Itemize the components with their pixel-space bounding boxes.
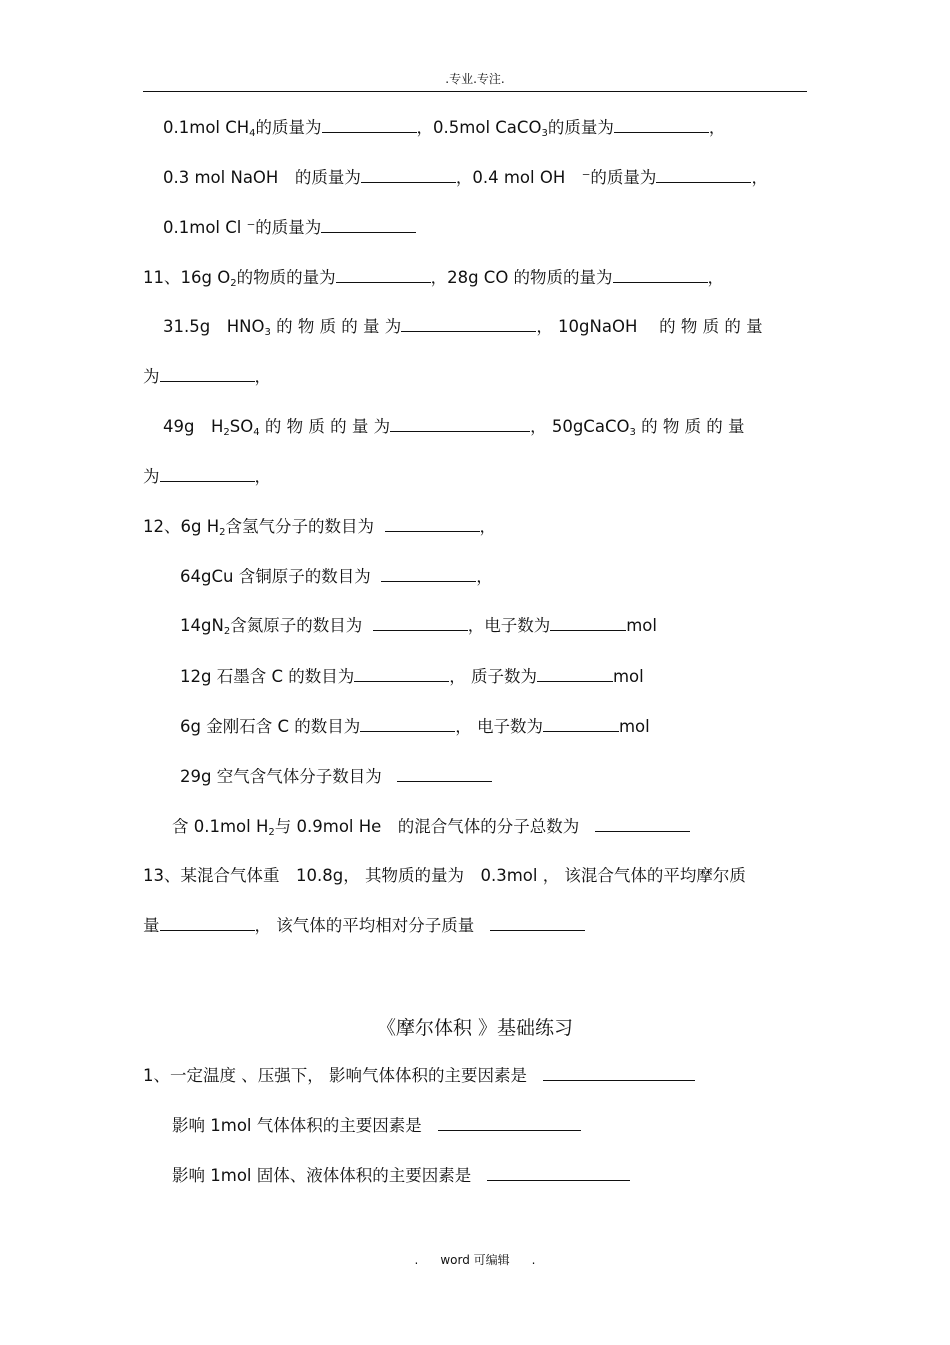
text: ，28g CO 的物质的量为: [430, 268, 613, 287]
question-12-line-6: [180, 766, 492, 788]
question-11-line-1: [143, 267, 724, 295]
page-header: .专业.专注.: [445, 72, 505, 86]
answer-blank[interactable]: [595, 817, 690, 832]
answer-blank[interactable]: [614, 118, 709, 133]
page-footer: [0, 1251, 950, 1268]
text: ，: [707, 268, 725, 287]
volume-question-3: [172, 1165, 630, 1187]
text: 29g 空气含气体分子数目为: [180, 767, 382, 786]
volume-question-1: [143, 1065, 695, 1087]
text: ，: [708, 118, 726, 137]
footer-dot: .: [531, 1253, 536, 1267]
question-12-line-7: [172, 816, 690, 844]
text: ，0.5mol CaCO: [416, 118, 542, 137]
question-12-line-4: [180, 666, 644, 688]
volume-question-2: [172, 1115, 581, 1137]
answer-blank[interactable]: [543, 1066, 695, 1081]
footer-text: word 可编辑: [440, 1253, 510, 1267]
answer-blank[interactable]: [321, 218, 416, 233]
text: ， 50gCaCO: [530, 417, 630, 436]
text: 49g H: [163, 417, 224, 436]
footer-dot: .: [414, 1253, 419, 1267]
text: 的 物 质 的 量: [635, 417, 745, 436]
text: 的 物 质 的 量 为: [259, 417, 391, 436]
answer-blank[interactable]: [397, 767, 492, 782]
answer-blank[interactable]: [361, 168, 456, 183]
text: 0.1mol Cl ⁻的质量为: [163, 218, 322, 237]
text: ，0.4 mol OH ⁻的质量为: [455, 168, 657, 187]
subscript: 2: [219, 527, 226, 538]
subscript: 2: [230, 278, 237, 289]
text: 31.5g HNO: [163, 317, 265, 336]
question-12-line-2: [180, 566, 493, 588]
text: 含 0.1mol H: [172, 817, 269, 836]
header-rule: [143, 91, 807, 92]
mass-line-1: [163, 117, 725, 145]
text: ，: [479, 517, 496, 536]
text: 含氢气分子的数目为: [225, 517, 374, 536]
text: 12g 石墨含 C 的数目为: [180, 667, 355, 686]
text: ，: [476, 567, 493, 586]
question-13-line-1: [143, 865, 746, 887]
answer-blank[interactable]: [160, 916, 255, 931]
text: ，: [751, 168, 768, 187]
question-11-line-3: [143, 366, 271, 388]
text: 与 0.9mol He 的混合气体的分子总数为: [274, 817, 580, 836]
answer-blank[interactable]: [373, 616, 468, 631]
answer-blank[interactable]: [360, 717, 455, 732]
answer-blank[interactable]: [490, 916, 585, 931]
answer-blank[interactable]: [354, 667, 449, 682]
text: 的 物 质 的 量 为: [270, 317, 402, 336]
answer-blank[interactable]: [537, 667, 613, 682]
subscript: 2: [223, 626, 231, 637]
text: 64gCu 含铜原子的数目为: [180, 567, 371, 586]
answer-blank[interactable]: [487, 1166, 630, 1181]
text: ，电子数为: [467, 616, 551, 635]
text: mol: [612, 667, 644, 686]
answer-blank[interactable]: [438, 1116, 581, 1131]
answer-blank[interactable]: [613, 268, 708, 283]
subscript: 4: [249, 128, 256, 139]
question-12-line-1: [143, 516, 496, 544]
text: 13、某混合气体重 10.8g， 其物质的量为 0.3mol ， 该混合气体的平均摩尔质: [143, 866, 746, 885]
text: SO: [229, 417, 254, 436]
text: ，: [254, 367, 271, 386]
answer-blank[interactable]: [336, 268, 431, 283]
subscript: 2: [223, 427, 230, 438]
text: mol: [626, 616, 657, 635]
answer-blank[interactable]: [543, 717, 619, 732]
answer-blank[interactable]: [656, 168, 751, 183]
answer-blank[interactable]: [385, 517, 480, 532]
text: 的质量为: [547, 118, 614, 137]
text: 0.3 mol NaOH 的质量为: [163, 168, 361, 187]
text: 的质量为: [255, 118, 322, 137]
question-12-line-5: [180, 716, 650, 738]
text: 1、一定温度 、压强下， 影响气体体积的主要因素是: [143, 1066, 527, 1085]
text: ，: [254, 467, 271, 486]
text: 0.1mol CH: [163, 118, 250, 137]
subscript: 3: [541, 128, 548, 139]
question-11-line-5: [143, 466, 271, 488]
question-13-line-2: [143, 915, 585, 937]
text: 含氮原子的数目为: [230, 616, 363, 635]
question-12-line-3: [180, 615, 657, 643]
text: 的物质的量为: [236, 268, 336, 287]
text: 影响 1mol 固体、液体体积的主要因素是: [172, 1166, 472, 1185]
text: 量: [143, 916, 160, 935]
text: 影响 1mol 气体体积的主要因素是: [172, 1116, 422, 1135]
answer-blank[interactable]: [390, 417, 530, 432]
text: ， 该气体的平均相对分子质量: [254, 916, 475, 935]
subscript: 4: [253, 427, 260, 438]
text: 12、6g H: [143, 517, 220, 536]
subscript: 2: [268, 827, 275, 838]
answer-blank[interactable]: [550, 616, 626, 631]
answer-blank[interactable]: [381, 567, 476, 582]
answer-blank[interactable]: [322, 118, 417, 133]
subscript: 3: [264, 327, 271, 338]
text: ， 质子数为: [449, 667, 537, 686]
question-11-line-4: [163, 416, 745, 444]
text: 14gN: [180, 616, 224, 635]
mass-line-3: [163, 217, 416, 239]
text: 11、16g O: [143, 268, 231, 287]
answer-blank[interactable]: [160, 367, 255, 382]
mass-line-2: [163, 167, 768, 189]
section-title: 《摩尔体积 》基础练习: [376, 1017, 574, 1039]
text: ， 10gNaOH 的 物 质 的 量: [536, 317, 763, 336]
text: ， 电子数为: [455, 717, 543, 736]
text: 为: [143, 467, 160, 486]
question-11-line-2: [163, 316, 763, 344]
subscript: 3: [629, 427, 636, 438]
answer-blank[interactable]: [160, 467, 255, 482]
text: 6g 金刚石含 C 的数目为: [180, 717, 361, 736]
text: mol: [618, 717, 650, 736]
answer-blank[interactable]: [401, 317, 536, 332]
text: 为: [143, 367, 160, 386]
